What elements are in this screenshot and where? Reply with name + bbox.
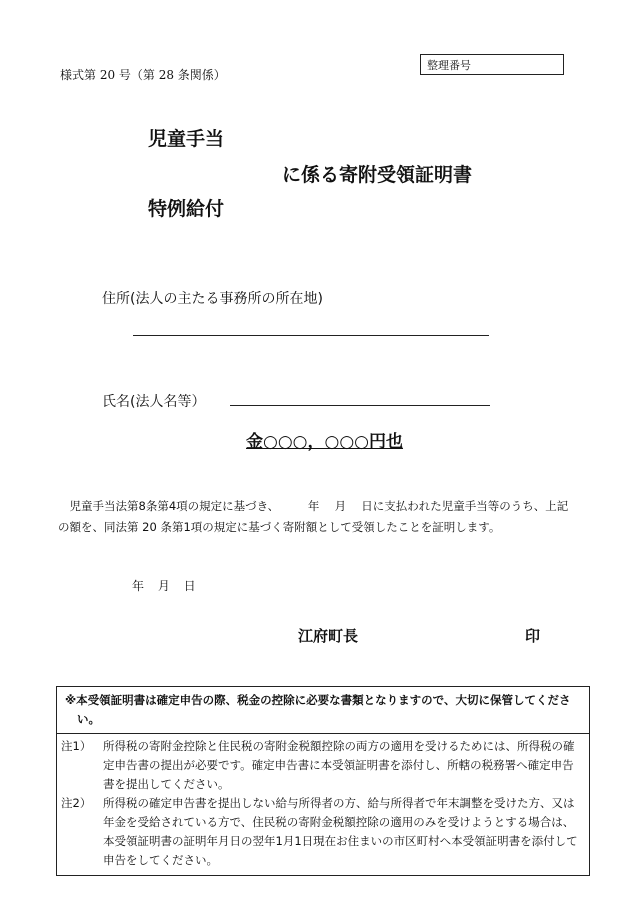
reference-number-box: 整理番号 (420, 54, 564, 75)
form-number: 様式第 20 号（第 28 条関係） (60, 68, 226, 82)
name-underline (230, 405, 490, 406)
title-line-2: に係る寄附受領証明書 (282, 164, 473, 186)
issuer-name: 江府町長 (298, 627, 359, 645)
note-item (57, 737, 589, 794)
note-item (57, 794, 589, 870)
note-label: 注1） (61, 739, 92, 753)
note-label: 注2） (61, 796, 92, 810)
notes-box (56, 686, 590, 876)
issue-date: 年 月 日 (132, 579, 196, 593)
note-text: 所得税の寄附金控除と住民税の寄附金税額控除の両方の適用を受けるためには、所得税の確定申告書の提出が必要です。確定申告書に本受領証明書を添付し、所轄の税務署へ確定申告書を提出してください。 (103, 739, 575, 791)
seal-mark: 印 (525, 627, 541, 645)
donation-amount: 金○○○，○○○円也 (246, 432, 404, 452)
certification-text: 児童手当法第8条第4項の規定に基づき、 年 月 日に支払われた児童手当等のうち、上記の額を、同法第 20 条第1項の規定に基づく寄附額として受領したことを証明します。 (58, 499, 569, 534)
notice (57, 687, 589, 734)
title-line-3: 特例給付 (148, 198, 225, 220)
address-underline (133, 335, 489, 336)
note-text: 所得税の確定申告書を提出しない給与所得者の方、給与所得者で年末調整を受けた方、又は年金を受給されている方で、住民税の寄附金税額控除の適用のみを受けようとする場合は、本受領証明書の証明年月日の翌年1月1日現在お住まいの市区町村へ本受領証明書を添付して申告をしてください。 (103, 796, 578, 867)
title-line-1: 児童手当 (148, 128, 225, 150)
name-label: 氏名(法人名等） (102, 394, 206, 410)
notice-text: ※本受領証明書は確定申告の際、税金の控除に必要な書類となりますので、大切に保管してください。 (65, 693, 571, 726)
address-label: 住所(法人の主たる事務所の所在地) (102, 291, 323, 307)
